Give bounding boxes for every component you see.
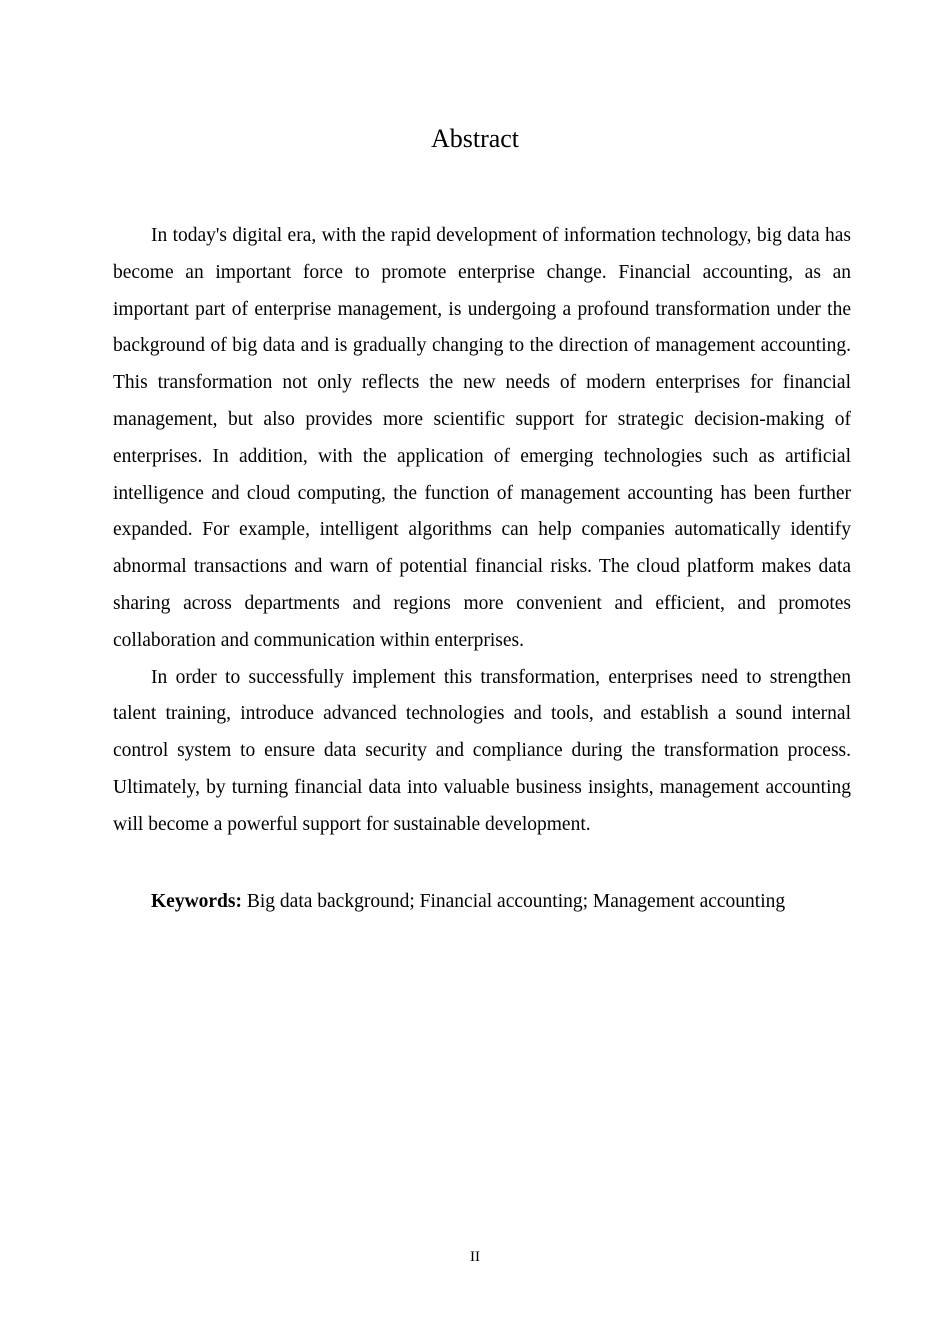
keywords-text: Big data background; Financial accounting; Management accounting xyxy=(246,890,786,912)
abstract-paragraph-2: In order to successfully implement this transformation, enterprises need to strengthen talent training, introduce advanced technologies and tools, and establish a sound internal control system to ensure data security and compliance during the transformation process. Ultimately, by turning financial data into valuable business insights, management accounting will become a powerful support for sustainable development. xyxy=(113,666,851,835)
page-number: II xyxy=(470,1249,480,1265)
abstract-body xyxy=(113,218,851,920)
keywords-line xyxy=(113,884,851,921)
abstract-paragraph-1: In today's digital era, with the rapid development of information technology, big data has become an important force to promote enterprise change. Financial accounting, as an important part of enterprise management, is undergoing a profound transformation under the background of big data and is gradually changing to the direction of management accounting. This transformation not only reflects the new needs of modern enterprises for financial management, but also provides more scientific support for strategic decision-making of enterprises. In addition, with the application of emerging technologies such as artificial intelligence and cloud computing, the function of management accounting has been further expanded. For example, intelligent algorithms can help companies automatically identify abnormal transactions and warn of potential financial risks. The cloud platform makes data sharing across departments and regions more convenient and efficient, and promotes collaboration and communication within enterprises. xyxy=(113,225,851,651)
keywords-label: Keywords: xyxy=(151,890,242,912)
page-title: Abstract xyxy=(430,124,520,153)
